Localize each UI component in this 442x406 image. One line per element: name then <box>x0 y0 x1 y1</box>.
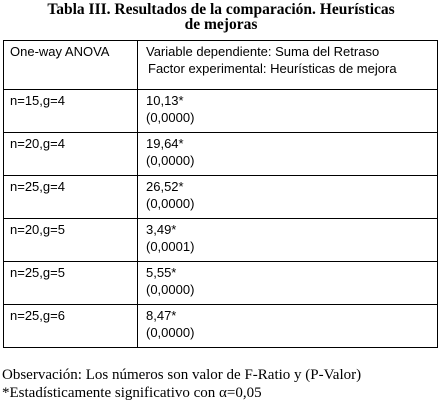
f-ratio-value: 10,13* <box>146 93 184 108</box>
row-values <box>138 176 438 219</box>
anova-results-table <box>3 40 438 348</box>
row-label: n=25,g=4 <box>4 176 138 219</box>
table-row <box>4 133 438 176</box>
table-row <box>4 90 438 133</box>
table-title-line2: de mejoras <box>184 16 258 33</box>
row-values <box>138 305 438 348</box>
observation-note: Observación: Los números son valor de F-Ratio y (P-Valor) <box>2 367 362 383</box>
row-label: n=25,g=6 <box>4 305 138 348</box>
header-anova-label: One-way ANOVA <box>10 44 110 59</box>
table-row <box>4 219 438 262</box>
p-value: (0,0000) <box>146 325 195 340</box>
table-row <box>4 305 438 348</box>
table-row <box>4 176 438 219</box>
row-label: n=20,g=4 <box>4 133 138 176</box>
f-ratio-value: 26,52* <box>146 179 184 194</box>
f-ratio-value: 3,49* <box>146 222 177 237</box>
p-value: (0,0000) <box>146 153 195 168</box>
p-value: (0,0001) <box>146 239 195 254</box>
row-label: n=25,g=5 <box>4 262 138 305</box>
header-description-cell <box>138 41 438 90</box>
f-ratio-value: 5,55* <box>146 265 177 280</box>
f-ratio-value: 8,47* <box>146 308 177 323</box>
table-header-row <box>4 41 438 90</box>
significance-note: *Estadísticamente significativo con α=0,05 <box>2 385 262 401</box>
header-experimental-factor: Factor experimental: Heurísticas de mejora <box>148 61 397 76</box>
f-ratio-value: 19,64* <box>146 136 184 151</box>
p-value: (0,0000) <box>146 110 195 125</box>
header-dependent-variable: Variable dependiente: Suma del Retraso <box>146 44 380 59</box>
header-anova-cell <box>4 41 138 90</box>
table-title-line1: Tabla III. Resultados de la comparación. Heurísticas <box>47 1 395 18</box>
row-values <box>138 90 438 133</box>
table-notes <box>2 366 442 402</box>
row-label: n=20,g=5 <box>4 219 138 262</box>
p-value: (0,0000) <box>146 196 195 211</box>
table-row <box>4 262 438 305</box>
row-label: n=15,g=4 <box>4 90 138 133</box>
table-title <box>0 2 442 32</box>
row-values <box>138 219 438 262</box>
row-values <box>138 133 438 176</box>
row-values <box>138 262 438 305</box>
p-value: (0,0000) <box>146 282 195 297</box>
